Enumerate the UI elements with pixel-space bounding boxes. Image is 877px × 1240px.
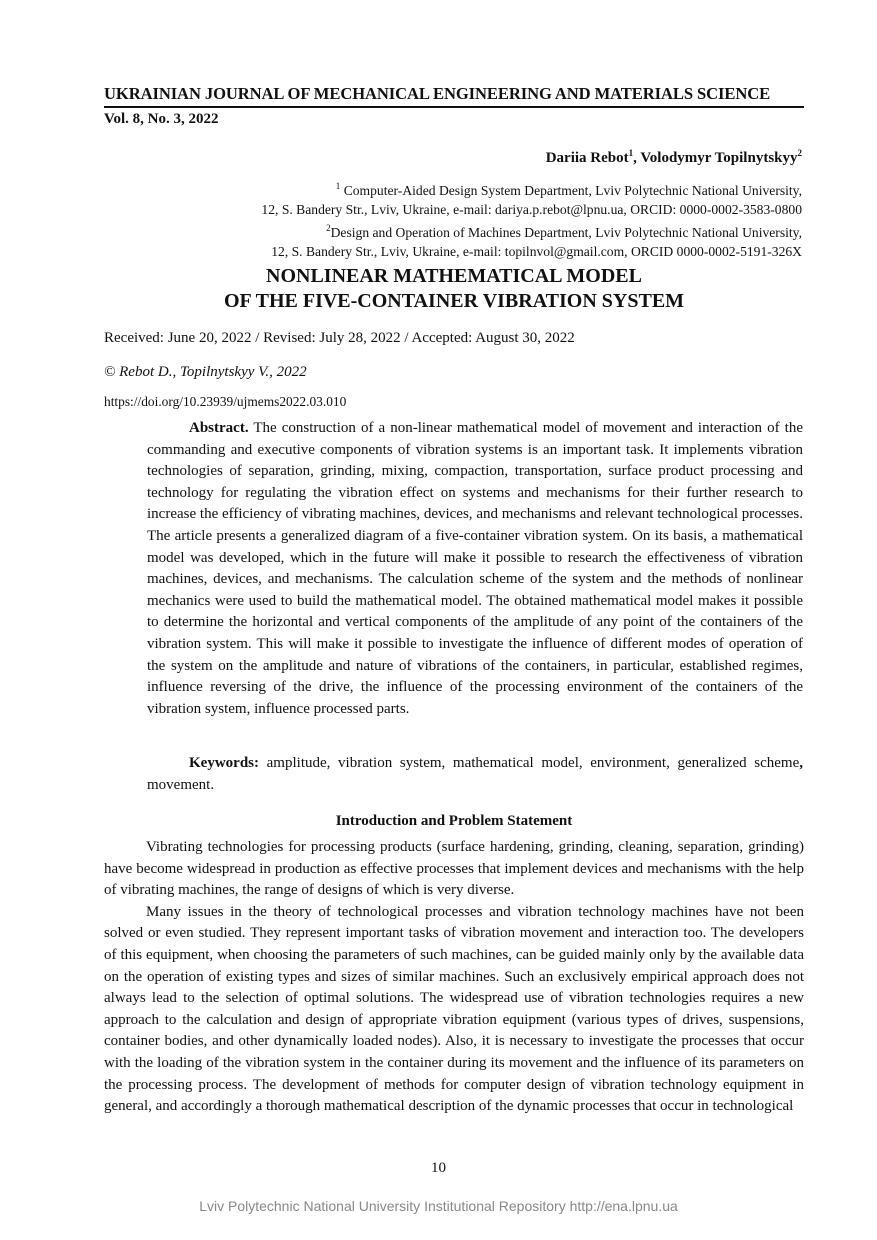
- affiliation-1-line-1: [261, 177, 802, 201]
- section-heading: Introduction and Problem Statement: [335, 813, 573, 829]
- affiliations: [261, 177, 802, 261]
- affiliation-text: Design and Operation of Machines Department, Lviv Polytechnic National University,: [330, 225, 802, 241]
- keywords: [147, 753, 803, 796]
- keywords-label: Keywords:: [189, 755, 259, 771]
- copyright-notice: © Rebot D., Topilnytskyy V., 2022: [104, 364, 307, 380]
- keywords-comma: ,: [799, 755, 803, 771]
- article-title: [104, 264, 804, 314]
- affiliation-marker: 1: [335, 181, 341, 191]
- doi-link[interactable]: https://doi.org/10.23939/ujmems2022.03.010: [104, 394, 347, 409]
- abstract: [147, 418, 803, 720]
- body-paragraph: Many issues in the theory of technological processes and vibration technology machines have not been solved or even studied. They represent important tasks of vibration movement and interaction too. The developers of this equipment, when choosing the parameters of such machines, can be guided mainly only by the available data on the operation of existing types and sizes of similar machines. Such an exclusively empirical approach does not always lead to the selection of optimal solutions. The widespread use of vibration technologies requires a new approach to the calculation and design of appropriate vibration equipment (various types of drives, suspensions, container bodies, and other dynamically loaded nodes). Also, it is necessary to investigate the processes that occur with the loading of the vibration system in the container during its movement and the influence of its parameters on the processing process. The development of methods for computer design of vibration technology equipment in general, and accordingly a thorough mathematical description of the dynamic processes that occur in technological: [104, 903, 804, 1115]
- journal-title: UKRAINIAN JOURNAL OF MECHANICAL ENGINEERING AND MATERIALS SCIENCE: [104, 84, 771, 103]
- abstract-text: The construction of a non-linear mathematical model of movement and interaction of the commanding and executive components of vibration systems is an important task. It implements vibration technologies of separation, grinding, mixing, compaction, transportation, surface product processing and technology for regulating the vibration effect on systems and mechanisms for their further research to increase the efficiency of vibrating machines, devices, and mechanisms and relevant technological processes. The article presents a generalized diagram of a five-container vibration system. On its basis, a mathematical model was developed, which in the future will make it possible to research the effectiveness of vibration machines, devices, and mechanisms. The calculation scheme of the system and the methods of nonlinear mechanics were used to build the mathematical model. The obtained mathematical model makes it possible to determine the horizontal and vertical components of the amplitude of any point of the containers of the vibration system. This will make it possible to investigate the influence of different modes of operation of the system on the amplitude and nature of vibrations of the containers, in particular, established regimes, influence reversing of the drive, the influence of the processing environment of the containers of the vibration system, influence processed parts.: [147, 420, 803, 717]
- article-title-line-1: NONLINEAR MATHEMATICAL MODEL: [266, 265, 642, 287]
- author-affiliation-marker: 1: [628, 148, 634, 158]
- affiliation-2-line-1: [261, 219, 802, 243]
- author-affiliation-marker: 2: [797, 148, 802, 158]
- abstract-label: Abstract.: [189, 420, 249, 436]
- volume-issue: Vol. 8, No. 3, 2022: [104, 111, 219, 127]
- page-number: 10: [431, 1160, 446, 1176]
- submission-dates: Received: June 20, 2022 / Revised: July 28, 2022 / Accepted: August 30, 2022: [104, 330, 575, 346]
- author-name: Volodymyr Topilnytskyy: [640, 150, 798, 166]
- affiliation-text: Computer-Aided Design System Department, Lviv Polytechnic National University,: [340, 183, 802, 198]
- author-name: Dariia Rebot: [545, 150, 629, 166]
- repository-watermark: Lviv Polytechnic National University Institutional Repository http://ena.lpnu.ua: [199, 1198, 678, 1214]
- section-body: [104, 837, 804, 1118]
- affiliation-marker: 2: [326, 223, 331, 234]
- affiliation-1-line-2: 12, S. Bandery Str., Lviv, Ukraine, e-mail: dariya.p.rebot@lpnu.ua, ORCID: 0000-0002-3583-0800: [261, 201, 802, 217]
- author-list: [546, 148, 802, 167]
- keywords-tail: movement.: [147, 776, 215, 793]
- keywords-text: amplitude, vibration system, mathematical model, environment, generalized scheme: [259, 755, 800, 771]
- affiliation-2-line-2: 12, S. Bandery Str., Lviv, Ukraine, e-mail: topilnvol@gmail.com, ORCID 0000-0002-5191-326X: [271, 243, 802, 259]
- header-rule: [104, 106, 804, 108]
- article-title-line-2: OF THE FIVE-CONTAINER VIBRATION SYSTEM: [223, 290, 685, 312]
- body-paragraph: Vibrating technologies for processing products (surface hardening, grinding, cleaning, separation, grinding) have become widespread in production as effective processes that implement devices and mechanisms with the help of vibrating machines, the range of designs of which is very diverse.: [104, 839, 804, 899]
- author-separator: ,: [633, 150, 641, 166]
